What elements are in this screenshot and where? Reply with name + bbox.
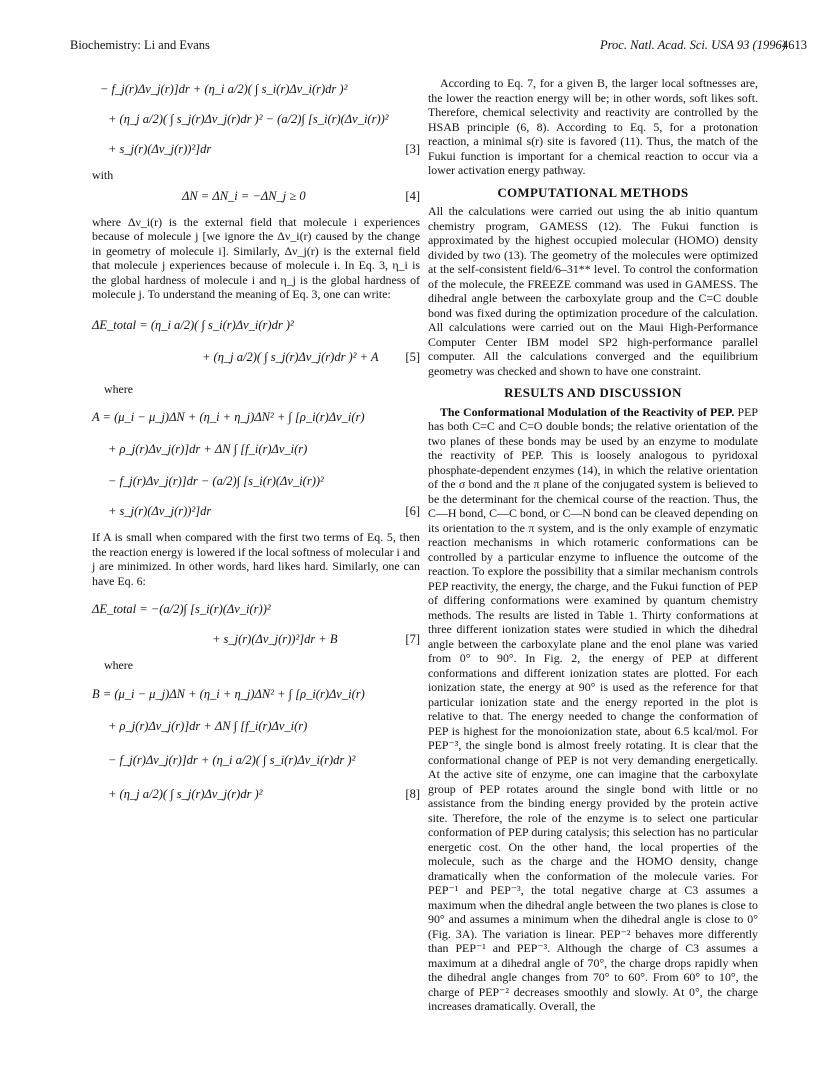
paragraph: If A is small when compared with the first two terms of Eq. 5, then the reaction energy is lowered if the local softness of molecular i and j are minimized. In other words, hard likes hard. Similarly, one can have Eq. 6:: [92, 530, 420, 588]
equation-number: [8]: [405, 786, 420, 801]
eq7-line: ΔE_total = −(a/2)∫ [s_i(r)(Δν_i(r))²: [92, 602, 271, 616]
equation-number: [4]: [405, 188, 420, 203]
eq8-line: + (η_j a/2)( ∫ s_j(r)Δν_j(r)dr )²: [108, 786, 263, 801]
equation-8: [92, 679, 420, 811]
equation-4: [92, 183, 420, 209]
section-heading-results: RESULTS AND DISCUSSION: [504, 386, 682, 400]
equation-6: [92, 402, 420, 524]
eq5-line: + (η_j a/2)( ∫ s_j(r)Δν_j(r)dr )² + A: [202, 349, 379, 364]
right-column: [428, 76, 758, 1014]
paragraph-body: PEP has both C=C and C=O double bonds; the relative orientation of the two planes of these bonds may be used by an enzyme to modulate the reactivity of PEP. This is loosely analogous to pyridoxal phosphate-dependent enzymes (14), in which the relative orientation of the σ bond and the π plane of the conjugated system is believed to be the determinant for the chemical course of the reaction. Thus, the C—H bond, C—C bond, or C—N bond can be cleaved depending on its orientation to the π system, and is the only example of enzymatic reaction mechanisms in which rotameric conformations can be controlled by a particular enzyme to influence the outcome of the reaction. To explore the possibility that a similar mechanism controls PEP reactivity, the energy, the charge, and the Fukui function of PEP of differing conformations were examined by quantum chemistry methods. The results are listed in Table 1. Thirty conformations at three different ionization states were studied in which the dihedral angle between the carboxylate plane and the enol plane was varied from 0° to 90°. In Fig. 2, the energy of PEP at different conformations and different ionization states are plotted. For each ionization state, the energy at 90° is used as the reference for that particular ionization state and the energy reported in the plot is relative to that. The energy needed to change the conformation of PEP is highest for the monoionization state, about 6.5 kcal/mol. For PEP⁻³, the single bond is almost freely rotating. It is clear that the conformational change of PEP is not very demanding energetically. At the active site of enzyme, one can imagine that the carboxylate group of PEP rotates around the single bond with little or no assistance from the binding energy provided by the protein active site. Therefore, the role of the enzyme is to select one particular conformation of PEP during catalysis; this selection has no particular energetic cost. On the other hand, the local properties of the molecule, such as the charge and the HOMO density, change dramatically when the conformation of the molecule varies. For PEP⁻¹ and PEP⁻³, the total negative charge at C3 assumes a maximum when the dihedral angle between the two planes is close to 90° and assumes a minimum when the dihedral angle is close to 0° (Fig. 3A). The variation is linear. PEP⁻² behaves more differently than PEP⁻¹ and PEP⁻³. Although the charge of C3 assumes a maximum at a dihedral angle of 70°, the charge drops rapidly when the dihedral angle changes from 70° to 60°. From 60° to 10°, the charge of PEP⁻² decreases smoothly and slowly. At 0°, the charge increases dramatically. Overall, the: [428, 404, 758, 1013]
eq5-line: ΔE_total = (η_i a/2)( ∫ s_i(r)Δν_i(r)dr )²: [92, 317, 294, 332]
paragraph: According to Eq. 7, for a given B, the larger local softnesses are, the lower the reaction energy will be; in other words, soft likes soft. Therefore, chemical selectivity and reactivity are controlled by the HSAB principle (6, 8). According to Eq. 5, for a protonation reaction, a minimal s(r) site is favored (11). Thus, the match of the Fukui function is important for a chemical reaction to occur via a lower activation energy pathway.: [428, 76, 758, 177]
run-in-heading: The Conformational Modulation of the Reactivity of PEP.: [440, 404, 735, 419]
eq8-line: + ρ_j(r)Δν_j(r)]dr + ΔN ∫ [f_i(r)Δν_i(r): [108, 718, 308, 733]
paragraph: where Δν_i(r) is the external field that molecule i experiences because of molecule j [we ignore the Δν_i(r) caused by the change in geometry of molecule i]. Similarly, Δν_j(r) is the external field that molecule j experiences because of molecule i. In Eq. 3, η_i is the global hardness of molecule i and η_j is the global hardness of molecule j. To understand the meaning of Eq. 3, one can write:: [92, 214, 420, 301]
section-heading-methods: COMPUTATIONAL METHODS: [497, 185, 689, 200]
eq3-line: + (η_j a/2)( ∫ s_j(r)Δν_j(r)dr )² − (a/2)∫ [s_i(r)(Δν_i(r))²: [108, 112, 389, 126]
text-where: where: [104, 381, 134, 396]
eq8-line: B = (μ_i − μ_j)ΔN + (η_i + η_j)ΔN² + ∫ [ρ_i(r)Δν_i(r): [92, 686, 365, 701]
equation-number: [3]: [405, 142, 420, 156]
paragraph: [428, 405, 758, 1014]
left-column: [92, 76, 420, 811]
eq3-line: − f_j(r)Δν_j(r)]dr + (η_i a/2)( ∫ s_i(r)Δν_i(r)dr )²: [100, 82, 348, 96]
eq4-line: ΔN = ΔN_i = −ΔN_j ≥ 0: [182, 188, 306, 203]
page-number: 4613: [782, 38, 807, 52]
equation-5: [92, 308, 420, 376]
eq6-line: A = (μ_i − μ_j)ΔN + (η_i + η_j)ΔN² + ∫ [ρ_i(r)Δν_i(r): [92, 410, 365, 424]
text-where: where: [104, 658, 134, 672]
equation-number: [5]: [405, 349, 420, 364]
running-header-journal: Proc. Natl. Acad. Sci. USA 93 (1996): [600, 38, 786, 52]
equation-number: [6]: [405, 504, 420, 518]
eq8-line: − f_j(r)Δν_j(r)]dr + (η_i a/2)( ∫ s_i(r)Δν_i(r)dr )²: [108, 752, 356, 767]
eq6-line: − f_j(r)Δν_j(r)]dr − (a/2)∫ [s_i(r)(Δν_i(r))²: [108, 474, 324, 488]
paragraph: All the calculations were carried out using the ab initio quantum chemistry program, GAMESS (12). The Fukui function is approximated by the highest occupied molecular (HOMO) density divided by two (13). The geometry of the molecules were optimized at the self-consistent field/6–31** level. To control the conformation of the molecule, the FREEZE command was used in GAMESS. The dihedral angle between the carboxylate group and the C=C double bond was fixed during the optimization procedure of the calculation. All calculations were carried out on the Maui High-Performance Computer Center IBM model SP2 high-performance parallel computer. All the calculations converged and the equilibrium geometry was checked and shown to have one constraint.: [428, 204, 758, 378]
text-with: with: [92, 168, 114, 182]
equation-3: [92, 76, 420, 162]
running-header-authors: Biochemistry: Li and Evans: [70, 38, 210, 52]
eq3-line: + s_j(r)(Δν_j(r))²]dr: [108, 142, 212, 156]
eq6-line: + s_j(r)(Δν_j(r))²]dr: [108, 504, 212, 518]
eq7-line: + s_j(r)(Δν_j(r))²]dr + B: [212, 632, 338, 646]
eq6-line: + ρ_j(r)Δν_j(r)]dr + ΔN ∫ [f_i(r)Δν_i(r): [108, 442, 308, 456]
equation-number: [7]: [405, 632, 420, 646]
equation-7: [92, 594, 420, 652]
